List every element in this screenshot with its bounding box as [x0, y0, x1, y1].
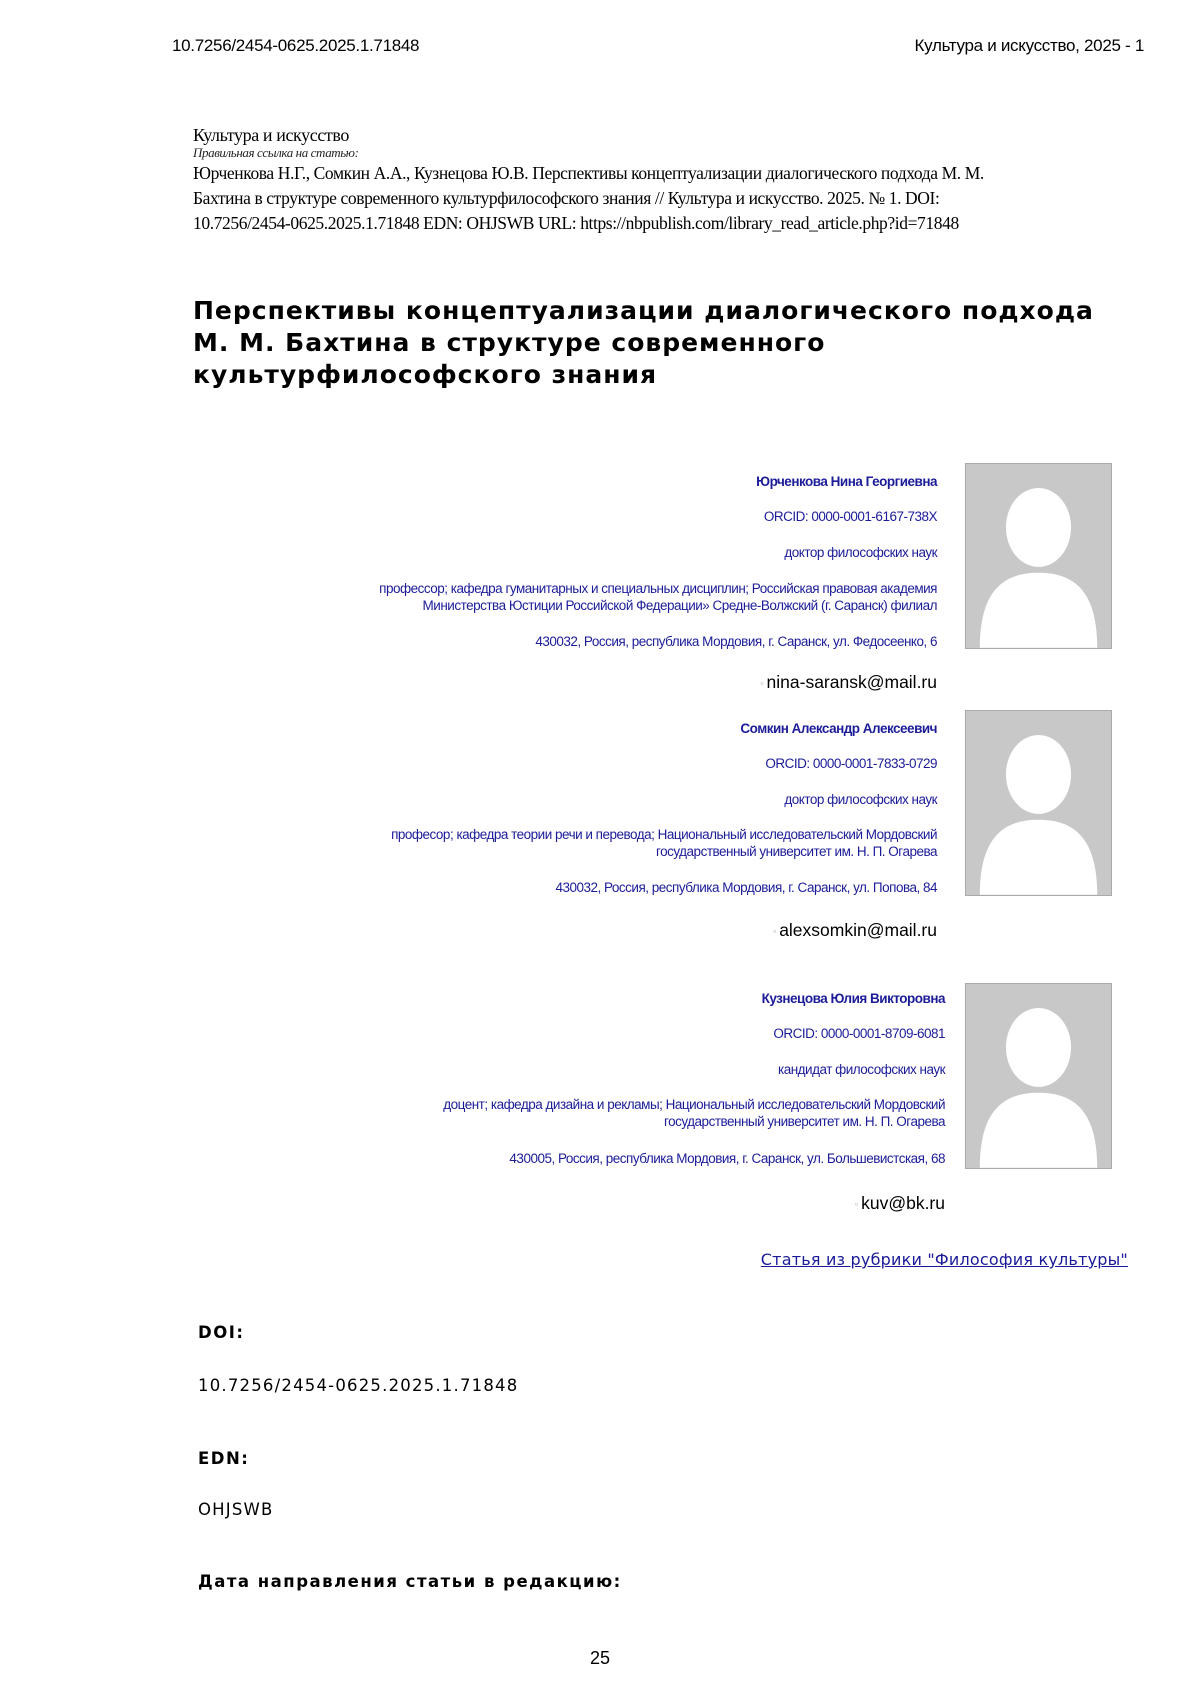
author-orcid: ORCID: 0000-0001-8709-6081	[773, 1026, 945, 1041]
title-line: М. М. Бахтина в структуре современного	[193, 328, 826, 357]
author-email[interactable]	[855, 1193, 945, 1214]
running-header-journal: Культура и искусство, 2025 - 1	[914, 36, 1144, 55]
citation-label: Правильная ссылка на статью:	[193, 145, 359, 160]
title-line: Перспективы концептуализации диалогического подхода	[193, 296, 1094, 325]
rubric-link[interactable]: Статья из рубрики "Философия культуры"	[760, 1250, 1128, 1269]
author-position: профессор; кафедра гуманитарных и специальных дисциплин; Российская правовая академия	[379, 581, 937, 596]
author-degree: кандидат философских наук	[778, 1062, 945, 1077]
author-address: 430032, Россия, республика Мордовия, г. Саранск, ул. Попова, 84	[555, 880, 937, 895]
page-number: 25	[589, 1648, 611, 1668]
email-text[interactable]: alexsomkin@mail.ru	[779, 920, 937, 940]
citation-line: 10.7256/2454-0625.2025.1.71848 EDN: OHJSWB URL: https://nbpublish.com/library_read_article.php?id=71848	[193, 213, 959, 233]
title-line: культурфилософского знания	[193, 360, 658, 389]
article-title	[193, 295, 1123, 391]
avatar-placeholder-icon	[965, 710, 1112, 896]
journal-name: Культура и искусство	[193, 125, 349, 145]
citation-line: Юрченкова Н.Г., Сомкин А.А., Кузнецова Ю.В. Перспективы концептуализации диалогического подхода М. М.	[193, 163, 984, 183]
author-degree: доктор философских наук	[784, 792, 937, 807]
author-orcid: ORCID: 0000-0001-7833-0729	[765, 756, 937, 771]
avatar-placeholder-icon	[965, 983, 1112, 1169]
author-email[interactable]	[760, 672, 937, 693]
author-info	[237, 720, 937, 910]
doi-value: 10.7256/2454-0625.2025.1.71848	[198, 1376, 519, 1395]
avatar-placeholder-icon	[965, 463, 1112, 649]
email-text[interactable]: kuv@bk.ru	[861, 1193, 945, 1213]
author-position: государственный университет им. Н. П. Огарева	[663, 1114, 945, 1129]
author-name: Сомкин Александр Алексеевич	[740, 721, 937, 736]
author-email[interactable]	[773, 920, 937, 941]
author-name: Юрченкова Нина Георгиевна	[756, 474, 937, 489]
author-info	[245, 990, 945, 1180]
citation-block	[193, 125, 1153, 236]
email-text[interactable]: nina-saransk@mail.ru	[766, 672, 937, 692]
author-address: 430032, Россия, республика Мордовия, г. Саранск, ул. Федосеенко, 6	[535, 634, 937, 649]
citation-line: Бахтина в структуре современного культурфилософского знания // Культура и искусство. 2025. № 1. DOI:	[193, 188, 940, 208]
author-info	[237, 473, 937, 663]
submission-date-label: Дата направления статьи в редакцию:	[198, 1572, 622, 1591]
author-position: доцент; кафедра дизайна и рекламы; Национальный исследовательский Мордовский	[443, 1097, 945, 1112]
envelope-icon: ▫	[760, 678, 764, 689]
running-header-doi: 10.7256/2454-0625.2025.1.71848	[172, 36, 420, 55]
edn-value: OHJSWB	[198, 1500, 274, 1519]
author-orcid: ORCID: 0000-0001-6167-738X	[763, 509, 937, 524]
edn-label: EDN:	[198, 1449, 250, 1468]
author-position: професор; кафедра теории речи и перевода; Национальный исследовательский Мордовский	[391, 827, 937, 842]
author-address: 430005, Россия, республика Мордовия, г. Саранск, ул. Большевистская, 68	[509, 1151, 945, 1166]
author-position: Министерства Юстиции Российской Федерации» Средне-Волжский (г. Саранск) филиал	[422, 598, 937, 613]
envelope-icon: ▫	[854, 1199, 859, 1210]
author-degree: доктор философских наук	[784, 545, 937, 560]
author-position: государственный университет им. Н. П. Огарева	[655, 844, 937, 859]
envelope-icon: ▫	[772, 926, 777, 937]
doi-label: DOI:	[198, 1323, 245, 1342]
author-name: Кузнецова Юлия Викторовна	[761, 991, 945, 1006]
